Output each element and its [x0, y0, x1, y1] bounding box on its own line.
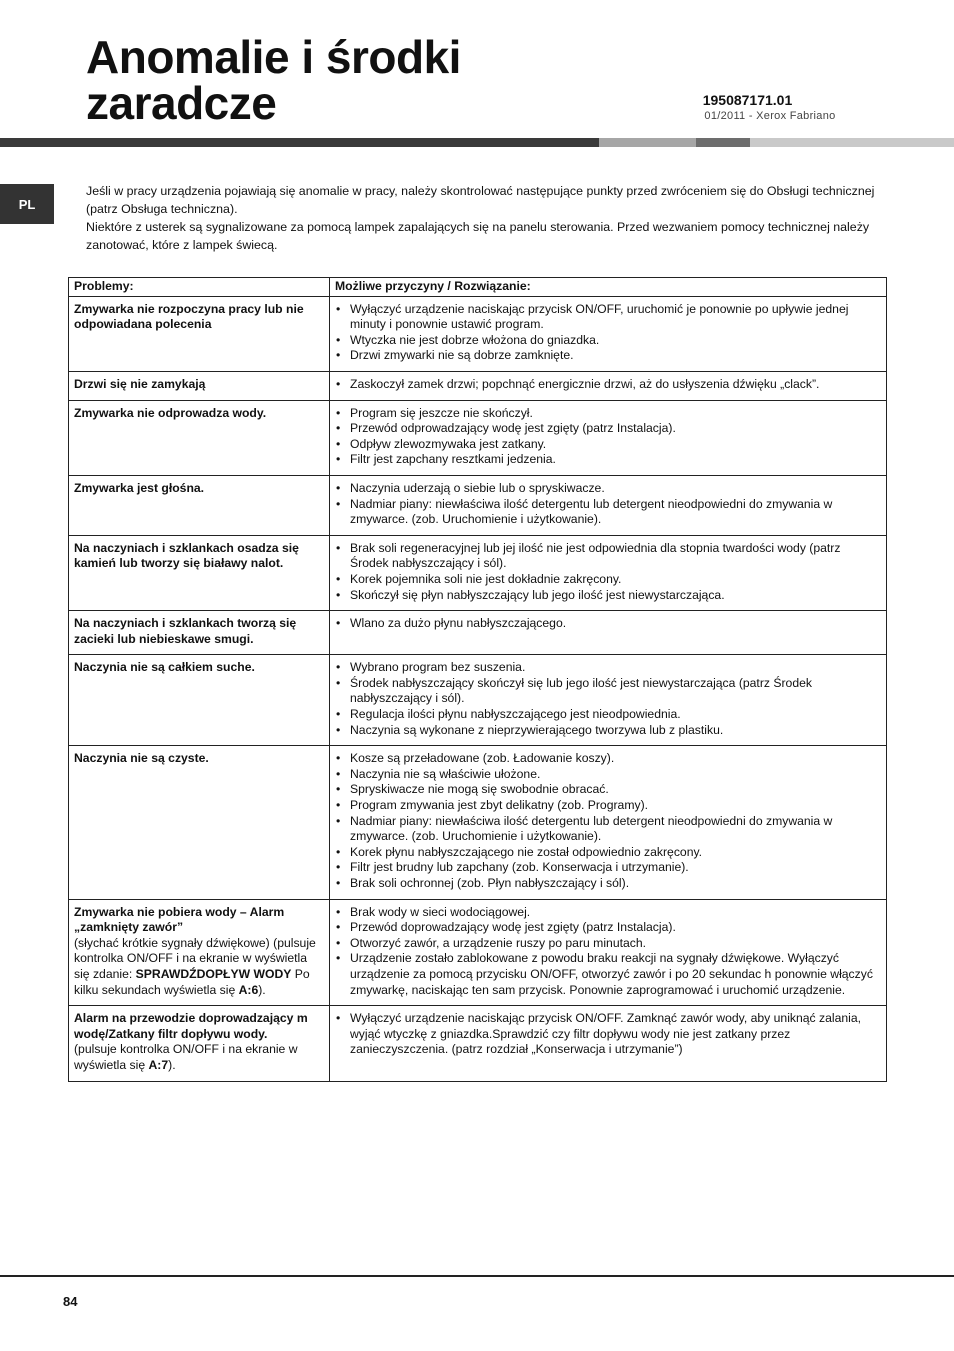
list-item: • Program zmywania jest zbyt delikatny (zob. Programy).	[335, 798, 881, 814]
solution-cell	[330, 475, 887, 535]
page-title-line-2: zaradcze	[86, 77, 277, 129]
list-item: • Wtyczka nie jest dobrze włożona do gniazdka.	[335, 333, 881, 349]
table-row	[69, 371, 887, 400]
list-item: • Filtr jest brudny lub zapchany (zob. Konserwacja i utrzymanie).	[335, 860, 881, 876]
list-item: • Brak soli regeneracyjnej lub jej ilość nie jest odpowiednia dla stopnia twardości wody (patrz Środek nabłyszczający i sól).	[335, 541, 881, 572]
footer-rule	[0, 1275, 954, 1277]
list-item: • Kosze są przeładowane (zob. Ładowanie koszy).	[335, 751, 881, 767]
intro-text	[86, 182, 896, 254]
table-row	[69, 535, 887, 610]
language-tab: PL	[0, 184, 54, 224]
problem-cell	[69, 296, 330, 371]
problem-cell	[69, 899, 330, 1006]
table-row	[69, 746, 887, 899]
table-row	[69, 1006, 887, 1081]
list-item: • Naczynia są wykonane z nieprzywierającego tworzywa lub z plastiku.	[335, 723, 881, 739]
problem-cell	[69, 371, 330, 400]
troubleshooting-table	[68, 277, 887, 1082]
alarm-code: A:7	[148, 1057, 169, 1072]
problem-text: Zmywarka nie pobiera wody – Alarm „zamknięty zawór”	[74, 904, 285, 935]
intro-paragraph-2: Niektóre z usterek są sygnalizowane za pomocą lampek zapalających się na panelu sterowania. Przed wezwaniem pomocy technicznej należy zanotować, które z lampek świecą.	[86, 220, 870, 252]
list-item: • Naczynia uderzają o siebie lub o spryskiwacze.	[335, 481, 881, 497]
page-title	[86, 31, 461, 129]
problem-text: Alarm na przewodzie doprowadzający m wodę/Zatkany filtr dopływu wody.	[74, 1011, 308, 1041]
header-bar-pale	[750, 138, 954, 147]
list-item: • Środek nabłyszczający skończył się lub jego ilość jest niewystarczająca (patrz Środek nabłyszczający i sól).	[335, 676, 881, 707]
problem-cell	[69, 535, 330, 610]
problem-text: Drzwi się nie zamykają	[74, 376, 206, 391]
list-item: • Wybrano program bez suszenia.	[335, 660, 881, 676]
alarm-code: A:6	[238, 982, 259, 997]
problem-text: Na naczyniach i szklankach osadza się kamień lub tworzy się białawy nalot.	[74, 540, 299, 571]
problem-text: Zmywarka nie rozpoczyna pracy lub nie odpowiadana polecenia	[74, 301, 304, 332]
column-header-problems: Problemy:	[69, 278, 330, 297]
list-item: • Regulacja ilości płynu nabłyszczającego jest nieodpowiednia.	[335, 707, 881, 723]
problem-cell	[69, 611, 330, 655]
list-item: • Wlano za dużo płynu nabłyszczającego.	[335, 616, 881, 632]
problem-cell	[69, 400, 330, 475]
list-item: • Wyłączyć urządzenie naciskając przycisk ON/OFF. Zamknąć zawór wody, aby uniknąć zalania, wyjąć wtyczkę z gniazdka.Sprawdzić czy filtr dopływu wody nie jest zatkany przez zanieczyszczenia. (patrz rozdział „Konserwacja i utrzymanie”)	[335, 1011, 881, 1058]
problem-text: Naczynia nie są całkiem suche.	[74, 660, 255, 675]
problem-note-bold: SPRAWDŹDOPŁYW WODY	[135, 966, 292, 981]
list-item: • Brak soli ochronnej (zob. Płyn nabłyszczający i sól).	[335, 876, 881, 892]
intro-paragraph-1: Jeśli w pracy urządzenia pojawiają się anomalie w pracy, należy skontrolować następujące punkty przed zwróceniem się do Obsługi technicznej (patrz Obsługa techniczna).	[86, 184, 875, 216]
list-item: • Odpływ zlewozmywaka jest zatkany.	[335, 437, 881, 453]
list-item: • Program się jeszcze nie skończył.	[335, 406, 881, 422]
solution-cell	[330, 746, 887, 899]
header-bar-dark	[0, 138, 599, 147]
column-header-solutions: Możliwe przyczyny / Rozwiązanie:	[330, 278, 887, 297]
solution-cell	[330, 371, 887, 400]
table-row	[69, 899, 887, 1006]
solution-cell	[330, 400, 887, 475]
list-item: • Skończył się płyn nabłyszczający lub jego ilość jest niewystarczająca.	[335, 588, 881, 604]
list-item: • Spryskiwacze nie mogą się swobodnie obracać.	[335, 782, 881, 798]
problem-cell	[69, 746, 330, 899]
problem-cell	[69, 475, 330, 535]
header-bar-mid	[696, 138, 750, 147]
document-date-printer: 01/2011 - Xerox Fabriano	[704, 110, 836, 122]
solution-cell	[330, 535, 887, 610]
list-item: • Otworzyć zawór, a urządzenie ruszy po paru minutach.	[335, 936, 881, 952]
table-row	[69, 296, 887, 371]
list-item: • Korek płynu nabłyszczającego nie został odpowiednio zakręcony.	[335, 845, 881, 861]
problem-cell	[69, 1006, 330, 1081]
solution-cell	[330, 296, 887, 371]
problem-note: Po kilku sekundach wyświetla się	[74, 966, 310, 997]
problem-text: Naczynia nie są czyste.	[74, 751, 209, 766]
list-item: • Nadmiar piany: niewłaściwa ilość detergentu lub detergent nieodpowiedni do zmywania w zmywarce. (zob. Uruchomienie i użytkowanie).	[335, 497, 881, 528]
page-number: 84	[63, 1294, 78, 1309]
list-item: • Drzwi zmywarki nie są dobrze zamknięte.	[335, 348, 881, 364]
problem-note: ).	[258, 982, 266, 997]
list-item: • Korek pojemnika soli nie jest dokładnie zakręcony.	[335, 572, 881, 588]
problem-cell	[69, 655, 330, 746]
solution-cell	[330, 1006, 887, 1081]
list-item: • Naczynia nie są właściwie ułożone.	[335, 767, 881, 783]
list-item: • Zaskoczył zamek drzwi; popchnąć energicznie drzwi, aż do usłyszenia dźwięku „clack”.	[335, 377, 881, 393]
list-item: • Przewód doprowadzający wodę jest zgięty (patrz Instalacja).	[335, 920, 881, 936]
problem-text: Zmywarka nie odprowadza wody.	[74, 405, 267, 420]
table-row	[69, 400, 887, 475]
solution-cell	[330, 899, 887, 1006]
document-number: 195087171.01	[702, 92, 793, 108]
table-row	[69, 475, 887, 535]
list-item: • Filtr jest zapchany resztkami jedzenia.	[335, 452, 881, 468]
solution-cell	[330, 655, 887, 746]
problem-note: ).	[168, 1057, 176, 1072]
list-item: • Wyłączyć urządzenie naciskając przycisk ON/OFF, uruchomić je ponownie po upływie jednej minuty i ponownie ustawić program.	[335, 302, 881, 333]
list-item: • Przewód odprowadzający wodę jest zgięty (patrz Instalacja).	[335, 421, 881, 437]
problem-note: (pulsuje kontrolka ON/OFF i na ekranie w wyświetla się	[74, 1042, 298, 1072]
list-item: • Urządzenie zostało zablokowane z powodu braku reakcji na sygnały dźwiękowe. Wyłączyć urządzenie za pomocą przycisku ON/OFF, otworzyć zawór i po 20 sekundac h ponownie włączyć zmywarkę, naciskając ten sam przycisk. Ponownie zaprogramować i uruchomić urządzenie.	[335, 951, 881, 998]
header-bar-light	[599, 138, 696, 147]
problem-note: (słychać krótkie sygnały dźwiękowe) (pulsuje kontrolka ON/OFF i na ekranie w wyświetla się zdanie:	[74, 935, 316, 981]
solution-cell	[330, 611, 887, 655]
list-item: • Nadmiar piany: niewłaściwa ilość detergentu lub detergent nieodpowiedni do zmywania w zmywarce. (zob. Uruchomienie i użytkowanie).	[335, 814, 881, 845]
problem-text: Na naczyniach i szklankach tworzą się zacieki lub niebieskawe smugi.	[74, 616, 297, 646]
table-row	[69, 655, 887, 746]
table-row	[69, 611, 887, 655]
problem-text: Zmywarka jest głośna.	[74, 480, 205, 495]
list-item: • Brak wody w sieci wodociągowej.	[335, 905, 881, 921]
page-title-line-1: Anomalie i środki	[86, 31, 461, 83]
table-header-row	[69, 278, 887, 297]
